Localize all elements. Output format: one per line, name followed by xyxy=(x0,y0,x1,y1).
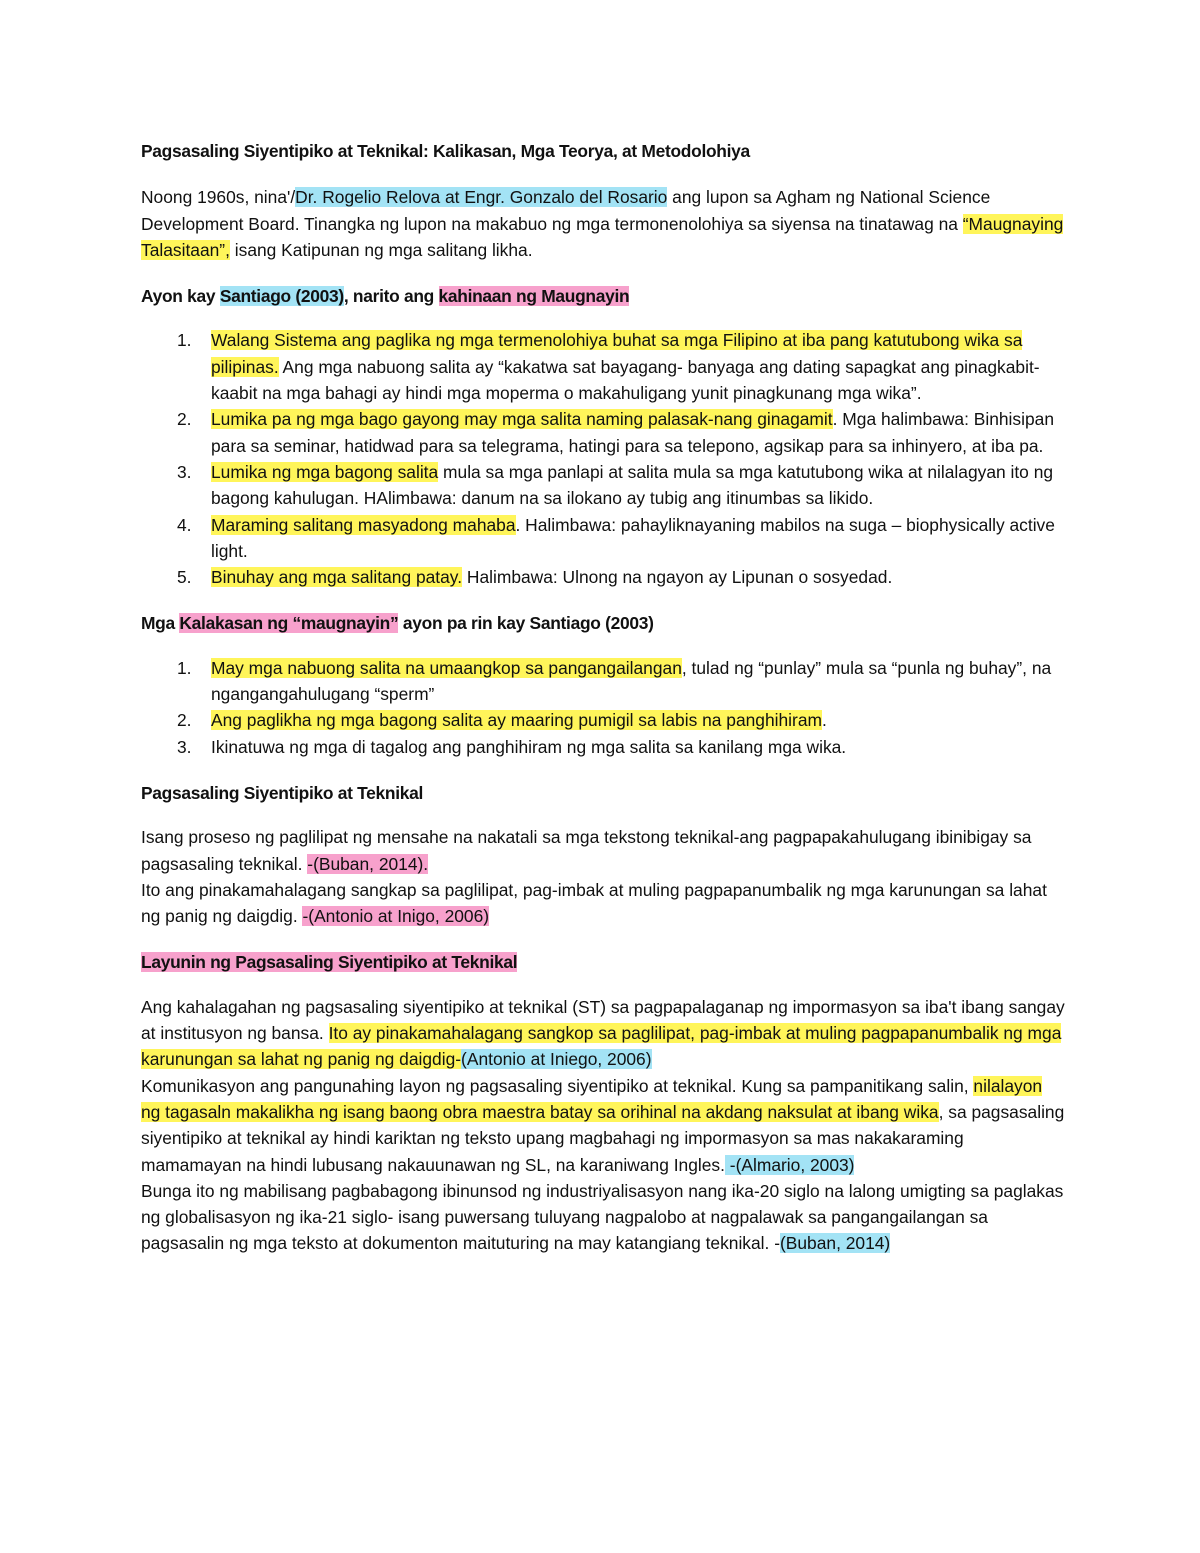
list-item xyxy=(141,459,1066,512)
heading-highlight-objectives: Layunin ng Pagsasaling Siyentipiko at Teknikal xyxy=(141,952,518,973)
list-highlight: Lumika pa ng mga bago gayong may mga salita naming palasak-nang ginagamit xyxy=(211,409,833,430)
intro-text-1: Noong 1960s, nina'/ xyxy=(141,187,296,208)
heading-highlight-citation: Santiago (2003) xyxy=(219,286,344,307)
list-text: . xyxy=(821,710,827,731)
citation-buban: -(Buban, 2014). xyxy=(307,853,429,874)
list-text: Ikinatuwa ng mga di tagalog ang panghihiram ng mga salita sa kanilang mga wika. xyxy=(211,736,847,757)
list-highlight: Ang paglikha ng mga bagong salita ay maaring pumigil sa labis na panghihiram xyxy=(211,710,822,731)
section-heading-strengths xyxy=(141,610,1066,636)
heading-text: , narito ang xyxy=(343,286,439,307)
paragraph-highlight: Ito ay pinakamahalagang sangkop sa paglilipat, pag-imbak at muling pagpapanumbalik ng mga karunungan sa lahat ng panig ng daigdig- xyxy=(141,1023,1062,1070)
list-item xyxy=(141,655,1066,708)
section-heading-objectives xyxy=(141,949,1066,975)
heading-text: ayon pa rin kay Santiago (2003) xyxy=(398,613,654,634)
list-highlight: Walang Sistema ang paglika ng mga termenolohiya buhat sa mga Filipino at iba pang katutubong wika sa pilipinas. xyxy=(211,330,1023,377)
definition-paragraph xyxy=(141,824,1066,929)
heading-highlight-topic: kahinaan ng Maugnayin xyxy=(438,286,630,307)
heading-text: Ayon kay xyxy=(141,286,220,307)
citation-buban-2014: (Buban, 2014) xyxy=(780,1233,891,1254)
intro-highlight-authors: Dr. Rogelio Relova at Engr. Gonzalo del Rosario xyxy=(295,187,668,208)
citation-antonio-iniego: (Antonio at Iniego, 2006) xyxy=(461,1049,652,1070)
list-number: 5. xyxy=(177,567,192,588)
intro-text-2: ang lupon sa Agham ng National Science Development Board. Tinangka ng lupon na makabuo ng mga termonenolohiya sa siyensa na tinatawag na xyxy=(141,187,991,234)
list-number: 2. xyxy=(177,710,192,731)
list-highlight: Lumika ng mga bagong salita xyxy=(211,461,439,482)
list-highlight: Maraming salitang masyadong mahaba xyxy=(211,514,516,535)
list-number: 2. xyxy=(177,409,192,430)
list-number: 3. xyxy=(177,736,192,757)
list-number: 1. xyxy=(177,330,192,351)
list-number: 4. xyxy=(177,514,192,535)
section-heading-st-translation: Pagsasaling Siyentipiko at Teknikal xyxy=(141,782,424,803)
intro-text-3: isang Katipunan ng mga salitang likha. xyxy=(229,239,533,260)
list-number: 1. xyxy=(177,657,192,678)
paragraph-text: , sa pagsasaling siyentipiko at teknikal ay hindi kariktan ng teksto upang magbahagi ng impormasyon sa mas nakakaraming mamamayan na hindi lubusang nakauunawan ng SL, na karaniwang Ingles. xyxy=(141,1101,1065,1175)
list-highlight: May mga nabuong salita na umaangkop sa pangangailangan xyxy=(211,657,682,678)
list-item xyxy=(141,327,1066,406)
list-number: 3. xyxy=(177,461,192,482)
paragraph-text: Ito ang pinakamahalagang sangkap sa paglilipat, pag-imbak at muling pagpapanumbalik ng mga karunungan sa lahat ng panig ng daigdig. xyxy=(141,879,1047,927)
list-item xyxy=(141,707,1066,733)
list-item xyxy=(141,406,1066,459)
citation-almario: -(Almario, 2003) xyxy=(724,1154,855,1175)
section-heading-weaknesses xyxy=(141,283,1066,309)
document-title: Pagsasaling Siyentipiko at Teknikal: Kalikasan, Mga Teorya, at Metodolohiya xyxy=(141,141,750,161)
strengths-list xyxy=(141,655,1066,760)
paragraph-text: Isang proseso ng paglilipat ng mensahe na nakatali sa mga tekstong teknikal-ang pagpapakahulugang ibinibigay sa pagsasaling teknikal. xyxy=(141,827,1032,874)
list-item xyxy=(141,734,1066,760)
citation-antonio: -(Antonio at Inigo, 2006) xyxy=(302,906,490,927)
paragraph-text: Bunga ito ng mabilisang pagbabagong ibinunsod ng industriyalisasyon nang ika-20 siglo na lalong umigting sa paglakas ng globalisasyon ng ika-21 siglo- isang puwersang tuluyang nagpalobo at nagpalawak sa pangangailangan sa pagsasalin ng mga teksto at dokumenton maituturing na may katangiang teknikal. - xyxy=(141,1180,1064,1254)
list-item xyxy=(141,512,1066,565)
list-text: . Halimbawa: pahayliknayaning mabilos na suga – biophysically active light. xyxy=(211,514,1055,561)
list-highlight: Binuhay ang mga salitang patay. xyxy=(211,567,463,588)
list-item xyxy=(141,564,1066,590)
document-page xyxy=(141,138,1066,1257)
list-text: . Mga halimbawa: Binhisipan para sa seminar, hatidwad para sa telegrama, hatingi para sa telepono, agsikap para sa inhinyero, at iba pa. xyxy=(211,409,1054,456)
paragraph-highlight: nilalayon ng tagasaln makalikha ng isang baong obra maestra batay sa orihinal na akdang naksulat at ibang wika xyxy=(141,1075,1043,1122)
weaknesses-list xyxy=(141,327,1066,590)
intro-paragraph xyxy=(141,184,1066,263)
heading-highlight-topic: Kalakasan ng “maugnayin” xyxy=(179,613,399,634)
list-text: Ang mga nabuong salita ay “kakatwa sat bayagang- banyaga ang dating sapagkat ang pinagkabit-kaabit na mga bahagi ay hindi mga moperma o makahuligang yunit pinagkunang mga wika”. xyxy=(211,356,1040,404)
list-text: Halimbawa: Ulnong na ngayon ay Lipunan o sosyedad. xyxy=(462,567,893,588)
objectives-paragraph xyxy=(141,994,1066,1257)
heading-text: Mga xyxy=(141,613,180,634)
list-text: , tulad ng “punlay” mula sa “punla ng buhay”, na ngangangahulugang “sperm” xyxy=(211,657,1052,705)
paragraph-text: Komunikasyon ang pangunahing layon ng pagsasaling siyentipiko at teknikal. Kung sa pampanitikang salin, xyxy=(141,1075,974,1096)
list-text: mula sa mga panlapi at salita mula sa mga katutubong wika at nilalagyan ito ng bagong kahulugan. HAlimbawa: danum na sa ilokano ay tubig ang itinumbas sa likido. xyxy=(211,461,1054,509)
intro-highlight-term: “Maugnaying Talasitaan”, xyxy=(141,213,1064,260)
paragraph-text: Ang kahalagahan ng pagsasaling siyentipiko at teknikal (ST) sa pagpapalaganap ng impormasyon sa iba't ibang sangay at institusyon ng bansa. xyxy=(141,996,1065,1044)
